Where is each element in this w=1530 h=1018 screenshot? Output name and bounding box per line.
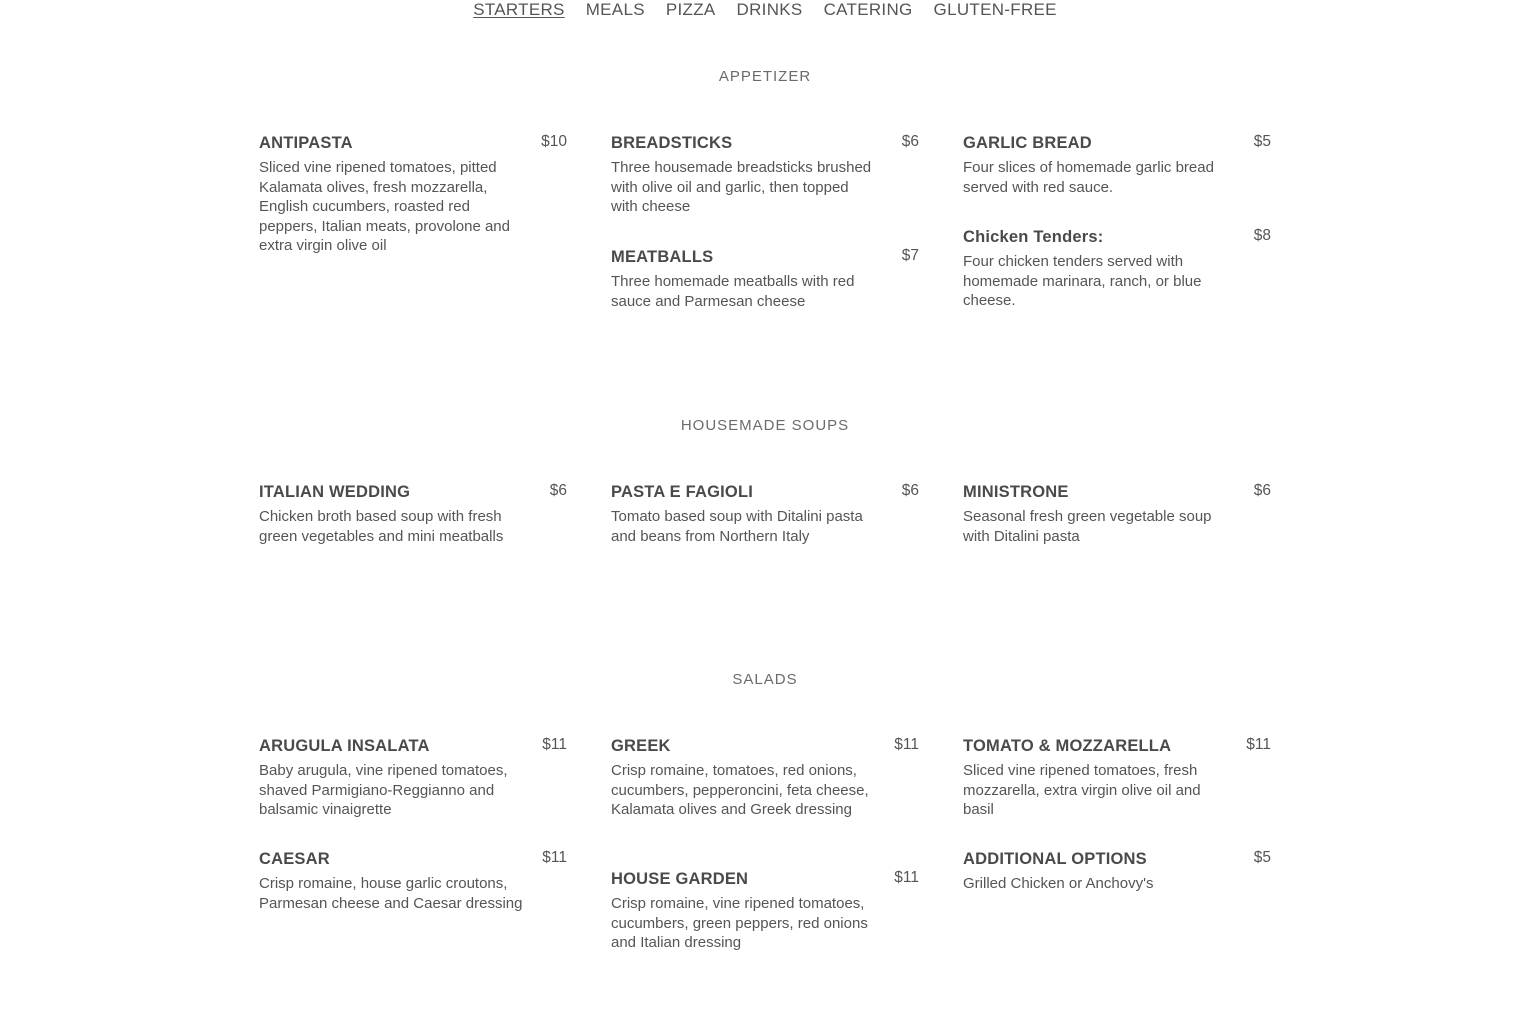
menu-item-arugula-insalata: [259, 736, 567, 820]
menu-item-name: TOMATO & MOZZARELLA: [963, 737, 1172, 755]
menu-item-price: $10: [541, 133, 567, 150]
menu-item-name: BREADSTICKS: [611, 134, 733, 152]
menu-item-description: Grilled Chicken or Anchovy's: [963, 875, 1154, 892]
section-title-appetizer: APPETIZER: [718, 68, 812, 85]
menu-item-meatballs: [611, 247, 919, 311]
menu-item-breadsticks: [611, 133, 919, 217]
menu-item-antipasta: [259, 133, 567, 256]
menu-item-header: [259, 482, 567, 504]
menu-item-description: Four chicken tenders served with homemade marinara, ranch, or blue cheese.: [963, 253, 1202, 309]
menu-item-name: MINISTRONE: [963, 483, 1069, 501]
menu-item-description: Three housemade breadsticks brushed with olive oil and garlic, then topped with cheese: [611, 159, 872, 215]
menu-item-header: [963, 482, 1271, 504]
menu-category-tabs: [0, 0, 1530, 22]
menu-item-pasta-e-fagioli: [611, 482, 919, 546]
menu-item-description: Crisp romaine, tomatoes, red onions, cucumbers, pepperoncini, feta cheese, Kalamata olives and Greek dressing: [611, 762, 869, 818]
menu-item-header: [259, 849, 567, 871]
menu-item-price: $11: [542, 849, 567, 866]
tab-meals[interactable]: MEALS: [585, 0, 645, 19]
menu-item-ministrone: [963, 482, 1271, 546]
menu-item-header: [611, 247, 919, 269]
section-title-salads: SALADS: [732, 671, 798, 688]
menu-item-header: [259, 133, 567, 155]
section-title-housemade-soups: HOUSEMADE SOUPS: [680, 417, 850, 434]
menu-item-tomato-mozzarella: [963, 736, 1271, 820]
menu-item-price: $5: [1253, 849, 1271, 866]
tab-starters[interactable]: STARTERS: [473, 0, 565, 19]
menu-item-name: MEATBALLS: [611, 248, 714, 266]
menu-item-name: HOUSE GARDEN: [611, 870, 749, 888]
menu-item-name: ITALIAN WEDDING: [259, 483, 411, 501]
menu-item-header: [963, 133, 1271, 155]
menu-item-garlic-bread: [963, 133, 1271, 197]
menu-item-header: [963, 736, 1271, 758]
menu-item-caesar: [259, 849, 567, 913]
menu-item-header: [963, 227, 1271, 249]
tab-pizza[interactable]: PIZZA: [665, 0, 716, 19]
menu-item-description: Crisp romaine, house garlic croutons, Parmesan cheese and Caesar dressing: [259, 875, 523, 912]
menu-item-description: Crisp romaine, vine ripened tomatoes, cucumbers, green peppers, red onions and Italian dressing: [611, 895, 868, 951]
menu-item-header: [611, 482, 919, 504]
menu-item-name: PASTA E FAGIOLI: [611, 483, 754, 501]
menu-item-description: Seasonal fresh green vegetable soup with Ditalini pasta: [963, 508, 1212, 545]
menu-item-additional-options: [963, 849, 1271, 894]
menu-item-description: Sliced vine ripened tomatoes, pitted Kalamata olives, fresh mozzarella, English cucumbers, roasted red peppers, Italian meats, provolone and extra virgin olive oil: [259, 159, 510, 254]
menu-item-price: $11: [894, 869, 919, 886]
menu-item-name: ARUGULA INSALATA: [259, 737, 430, 755]
menu-item-description: Four slices of homemade garlic bread served with red sauce.: [963, 159, 1214, 196]
menu-item-price: $5: [1253, 133, 1271, 150]
tab-drinks[interactable]: DRINKS: [736, 0, 803, 19]
menu-item-italian-wedding: [259, 482, 567, 546]
menu-item-description: Chicken broth based soup with fresh green vegetables and mini meatballs: [259, 508, 504, 545]
menu-item-name: Chicken Tenders:: [963, 228, 1104, 246]
menu-item-price: $11: [894, 736, 919, 753]
menu-item-header: [259, 736, 567, 758]
menu-item-price: $11: [1246, 736, 1271, 753]
menu-item-header: [963, 849, 1271, 871]
menu-item-price: $8: [1253, 227, 1271, 244]
menu-item-chicken-tenders: [963, 227, 1271, 311]
menu-item-name: GREEK: [611, 737, 671, 755]
menu-item-header: [611, 133, 919, 155]
menu-item-house-garden: [611, 869, 919, 953]
menu-item-description: Sliced vine ripened tomatoes, fresh mozzarella, extra virgin olive oil and basil: [963, 762, 1201, 818]
menu-item-price: $6: [549, 482, 567, 499]
tab-catering[interactable]: CATERING: [823, 0, 913, 19]
menu-item-header: [611, 736, 919, 758]
menu-item-greek: [611, 736, 919, 820]
menu-item-description: Three homemade meatballs with red sauce and Parmesan cheese: [611, 273, 855, 310]
tab-gluten-free[interactable]: GLUTEN-FREE: [933, 0, 1057, 19]
menu-item-description: Tomato based soup with Ditalini pasta and beans from Northern Italy: [611, 508, 863, 545]
menu-item-name: CAESAR: [259, 850, 330, 868]
menu-item-price: $6: [901, 482, 919, 499]
menu-item-name: ANTIPASTA: [259, 134, 353, 152]
menu-item-price: $7: [901, 247, 919, 264]
menu-item-header: [611, 869, 919, 891]
menu-item-price: $11: [542, 736, 567, 753]
menu-item-name: GARLIC BREAD: [963, 134, 1092, 152]
menu-item-price: $6: [1253, 482, 1271, 499]
menu-item-price: $6: [901, 133, 919, 150]
menu-item-name: ADDITIONAL OPTIONS: [963, 850, 1147, 868]
menu-item-description: Baby arugula, vine ripened tomatoes, shaved Parmigiano-Reggianno and balsamic vinaigrette: [259, 762, 508, 818]
